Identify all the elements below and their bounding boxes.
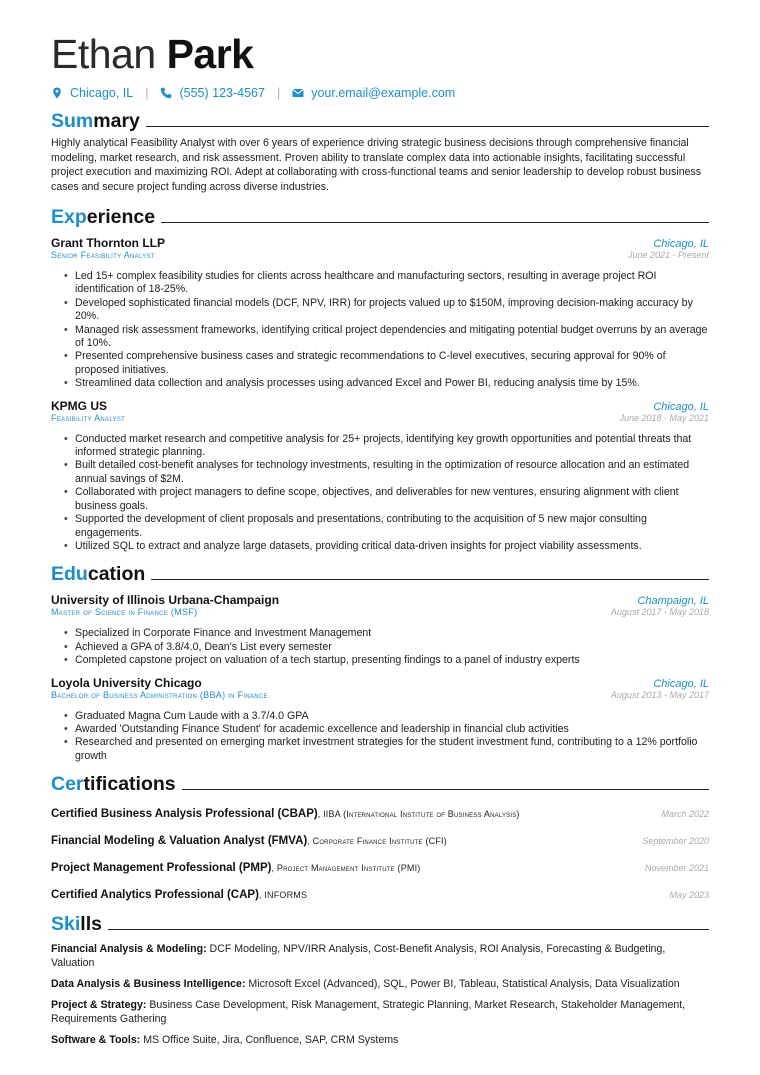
bullet-item: • Built detailed cost-benefit analyses for technology investments, resulting in the optimization of resource allocation and an estimated annual savings of $2M. bbox=[75, 459, 709, 486]
skill-category: Data Analysis & Business Intelligence: bbox=[51, 978, 246, 991]
certification-text bbox=[51, 804, 520, 822]
section-title-rest: lls bbox=[80, 913, 102, 936]
entry-location: Chicago, IL bbox=[653, 400, 709, 413]
bullet-list bbox=[51, 270, 709, 391]
bullet-item: • Researched and presented on emerging market investment strategies for the student investment fund, contributing to a 12% portfolio growth bbox=[75, 736, 709, 763]
entry-dates: August 2013 - May 2017 bbox=[610, 689, 709, 700]
section-divider bbox=[146, 126, 709, 127]
last-name: Park bbox=[166, 31, 254, 77]
section-title-rest: cation bbox=[87, 563, 146, 586]
experience-entries bbox=[51, 236, 709, 553]
section-header bbox=[51, 561, 709, 585]
skill-category: Financial Analysis & Modeling: bbox=[51, 943, 207, 956]
bullet-item: • Completed capstone project on valuation of a tech startup, presenting findings to a panel of industry experts bbox=[75, 654, 709, 667]
section-title-accent: Cer bbox=[51, 773, 84, 796]
entry-subheader-row bbox=[51, 413, 709, 423]
contact-separator: | bbox=[145, 86, 149, 100]
section-title-accent: Ski bbox=[51, 913, 81, 936]
entry-dates: June 2018 - May 2021 bbox=[619, 412, 709, 423]
skill-values: Business Case Development, Risk Management, Strategic Planning, Market Research, Stakeholder Management, Requirements Gathering bbox=[51, 999, 686, 1026]
section-divider bbox=[182, 789, 709, 790]
certification-date: May 2023 bbox=[669, 890, 709, 901]
contact-location bbox=[51, 86, 133, 100]
entry-location: Chicago, IL bbox=[653, 677, 709, 690]
entry-location: Chicago, IL bbox=[653, 238, 709, 250]
certification-issuer: , IIBA (International Institute of Business Analysis) bbox=[317, 809, 520, 820]
entry-role: Feasibility Analyst bbox=[51, 412, 126, 423]
bullet-item: • Utilized SQL to extract and analyze large datasets, providing critical data-driven insights for project viability assessments. bbox=[75, 540, 709, 553]
entry-subheader-row bbox=[51, 250, 709, 260]
section-header bbox=[51, 108, 709, 132]
certifications-section bbox=[51, 771, 709, 903]
education-section bbox=[51, 561, 709, 763]
entry-dates: June 2021 - Present bbox=[627, 250, 709, 260]
entry-role: Master of Science in Finance (MSF) bbox=[51, 607, 198, 618]
section-divider bbox=[161, 222, 709, 223]
certification-name: Project Management Professional (PMP) bbox=[51, 862, 272, 875]
entry-header-row bbox=[51, 676, 709, 690]
section-title-rest: tifications bbox=[83, 773, 176, 796]
phone-text: (555) 123-4567 bbox=[179, 86, 265, 100]
skill-item bbox=[51, 1033, 709, 1047]
certification-date: March 2022 bbox=[661, 809, 709, 820]
bullet-item: • Supported the development of client proposals and presentations, contributing to the acquisition of 5 new major consulting engagements. bbox=[75, 513, 709, 540]
certification-name: Certified Analytics Professional (CAP) bbox=[51, 889, 259, 902]
entry-subheader-row bbox=[51, 690, 709, 700]
bullet-list bbox=[51, 710, 709, 764]
section-title bbox=[51, 773, 176, 795]
organization-name: Loyola University Chicago bbox=[51, 675, 202, 690]
entry-header-row bbox=[51, 236, 709, 250]
section-title-accent: Exp bbox=[51, 206, 87, 228]
skill-values: DCF Modeling, NPV/IRR Analysis, Cost-Benefit Analysis, ROI Analysis, Forecasting & Budgeting, Valuation bbox=[51, 943, 666, 970]
section-divider bbox=[108, 929, 709, 930]
certification-item bbox=[51, 804, 709, 822]
section-header bbox=[51, 911, 709, 935]
section-title bbox=[51, 913, 102, 935]
section-header bbox=[51, 204, 709, 228]
phone-icon bbox=[160, 87, 172, 99]
skill-category: Project & Strategy: bbox=[51, 999, 147, 1012]
skill-category: Software & Tools: bbox=[51, 1034, 141, 1047]
certification-item bbox=[51, 858, 709, 876]
organization-name: KPMG US bbox=[51, 398, 108, 413]
certification-date: September 2020 bbox=[642, 836, 709, 847]
certification-text bbox=[51, 831, 447, 849]
section-title-rest: mary bbox=[93, 110, 140, 132]
entry bbox=[51, 236, 709, 391]
certification-date: November 2021 bbox=[644, 863, 709, 874]
bullet-item: • Achieved a GPA of 3.8/4.0, Dean's List every semester bbox=[75, 641, 709, 654]
bullet-item: • Specialized in Corporate Finance and Investment Management bbox=[75, 627, 709, 640]
contact-bar bbox=[51, 86, 709, 100]
section-title-accent: Sum bbox=[51, 110, 94, 132]
section-title-accent: Edu bbox=[51, 563, 88, 586]
certification-issuer: , Corporate Finance Institute (CFI) bbox=[307, 836, 447, 847]
entry-subheader-row bbox=[51, 607, 709, 617]
section-title bbox=[51, 110, 140, 132]
organization-name: University of Illinois Urbana-Champaign bbox=[51, 593, 280, 608]
entry-header-row bbox=[51, 593, 709, 607]
contact-separator: | bbox=[276, 86, 281, 100]
bullet-item: • Awarded 'Outstanding Finance Student' for academic excellence and leadership in financial club activities bbox=[75, 723, 709, 736]
certification-name: Certified Business Analysis Professional (CBAP) bbox=[51, 808, 318, 821]
entry bbox=[51, 593, 709, 667]
skill-item bbox=[51, 998, 709, 1026]
bullet-item: • Presented comprehensive business cases and strategic recommendations to C-level executives, securing approval for 90% of proposed initiatives. bbox=[75, 350, 709, 377]
entry-location: Champaign, IL bbox=[637, 595, 709, 608]
certification-text bbox=[51, 885, 307, 903]
certifications-list bbox=[51, 804, 709, 903]
entry-role: Bachelor of Business Administration (BBA) in Finance bbox=[51, 689, 268, 700]
skill-values: Microsoft Excel (Advanced), SQL, Power BI, Tableau, Statistical Analysis, Data Visualization bbox=[245, 978, 680, 991]
entry bbox=[51, 399, 709, 554]
skills-section bbox=[51, 911, 709, 1047]
skills-list bbox=[51, 942, 709, 1047]
section-title-rest: erience bbox=[86, 206, 156, 228]
envelope-icon bbox=[292, 87, 304, 99]
entry bbox=[51, 676, 709, 764]
section-divider bbox=[151, 579, 709, 580]
summary-text: Highly analytical Feasibility Analyst with over 6 years of experience driving strategic business decisions through comprehensive financial modeling, market research, and risk assessment. Proven ability to translate complex data into actionable insights, facilitating successful project execution and maximizing ROI. Adept at collaborating with cross-functional teams and senior leadership to develop robust business cases and secure project funding across diverse industries. bbox=[51, 137, 702, 193]
organization-name: Grant Thornton LLP bbox=[51, 236, 165, 250]
location-text: Chicago, IL bbox=[70, 86, 134, 100]
bullet-item: • Managed risk assessment frameworks, identifying critical project dependencies and mitigating potential budget overruns by an average of 10%. bbox=[75, 324, 709, 351]
email-text: your.email@example.com bbox=[311, 86, 456, 100]
bullet-item: • Streamlined data collection and analysis processes using advanced Excel and Power BI, reducing analysis time by 15%. bbox=[75, 377, 709, 390]
contact-phone[interactable] bbox=[160, 86, 264, 100]
certification-item bbox=[51, 831, 709, 849]
bullet-item: • Collaborated with project managers to define scope, objectives, and deliverables for new ventures, ensuring alignment with client business goals. bbox=[75, 486, 709, 513]
bullet-item: • Conducted market research and competitive analysis for 25+ projects, identifying key growth opportunities and potential threats that informed strategic planning. bbox=[75, 433, 709, 460]
bullet-item: • Graduated Magna Cum Laude with a 3.7/4.0 GPA bbox=[75, 710, 709, 723]
entry-header-row bbox=[51, 399, 709, 413]
experience-section bbox=[51, 204, 709, 553]
section-title bbox=[51, 563, 145, 585]
bullet-item: • Developed sophisticated financial models (DCF, NPV, IRR) for projects valued up to $150M, improving decision-making accuracy by 20%. bbox=[75, 297, 709, 324]
bullet-list bbox=[51, 627, 709, 667]
skill-values: MS Office Suite, Jira, Confluence, SAP, CRM Systems bbox=[140, 1034, 399, 1047]
education-entries bbox=[51, 593, 709, 763]
bullet-item: • Led 15+ complex feasibility studies for clients across healthcare and manufacturing sectors, resulting in average project ROI identification of 18-25%. bbox=[75, 270, 709, 297]
certification-issuer: , INFORMS bbox=[258, 890, 308, 901]
summary-section bbox=[51, 108, 709, 194]
first-name: Ethan bbox=[51, 31, 156, 77]
certification-text bbox=[51, 858, 421, 876]
entry-dates: August 2017 - May 2018 bbox=[610, 607, 709, 618]
certification-issuer: , Project Management Institute (PMI) bbox=[271, 863, 421, 874]
candidate-name bbox=[51, 30, 709, 78]
section-header bbox=[51, 771, 709, 795]
section-title bbox=[51, 206, 155, 228]
bullet-list bbox=[51, 433, 709, 554]
skill-item bbox=[51, 977, 709, 991]
entry-role: Senior Feasibility Analyst bbox=[51, 250, 155, 260]
contact-email[interactable] bbox=[292, 86, 455, 100]
skill-item bbox=[51, 942, 709, 970]
certification-name: Financial Modeling & Valuation Analyst (FMVA) bbox=[51, 835, 308, 848]
certification-item bbox=[51, 885, 709, 903]
map-pin-icon bbox=[51, 87, 63, 99]
